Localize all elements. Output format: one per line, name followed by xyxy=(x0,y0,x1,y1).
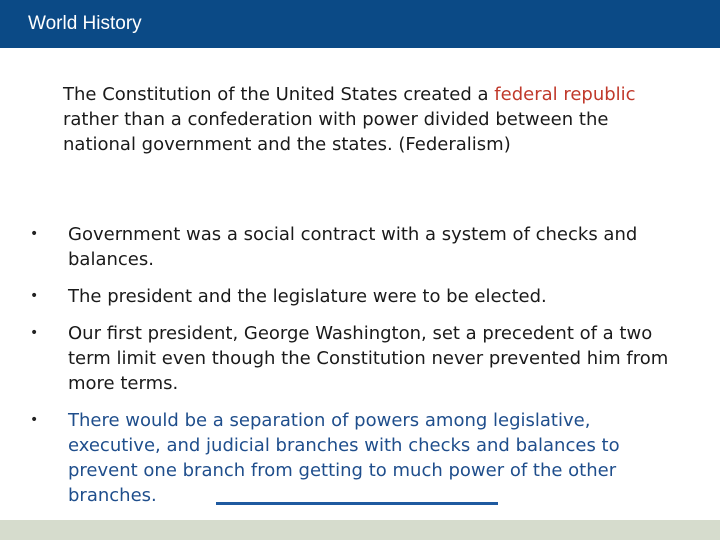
bullet-text: Government was a social contract with a system of checks and balances. xyxy=(68,224,638,270)
intro-text-end: rather than a confederation with power divided between the national government and the states. (Federalism) xyxy=(63,109,609,155)
page-title: World History xyxy=(28,13,142,34)
intro-highlight-term: federal republic xyxy=(494,84,636,105)
bullet-marker: • xyxy=(30,412,39,428)
bullet-text: There would be a separation of powers among legislative, executive, and judicial branches with checks and balances to prevent one branch from getting to much power of the other branches. xyxy=(68,410,620,506)
bullet-marker: • xyxy=(30,226,39,242)
header-bar xyxy=(0,0,720,48)
bullet-text: The president and the legislature were to be elected. xyxy=(68,286,547,307)
intro-text-start: The Constitution of the United States created a xyxy=(63,84,495,105)
footer-band xyxy=(0,520,720,540)
bullet-marker: • xyxy=(30,288,39,304)
bullet-marker: • xyxy=(30,325,39,341)
decorative-underline xyxy=(216,502,382,505)
intro-paragraph xyxy=(63,82,673,157)
bullet-text: Our first president, George Washington, set a precedent of a two term limit even though the Constitution never prevented him from more terms. xyxy=(68,323,669,394)
decorative-underline xyxy=(382,502,498,505)
